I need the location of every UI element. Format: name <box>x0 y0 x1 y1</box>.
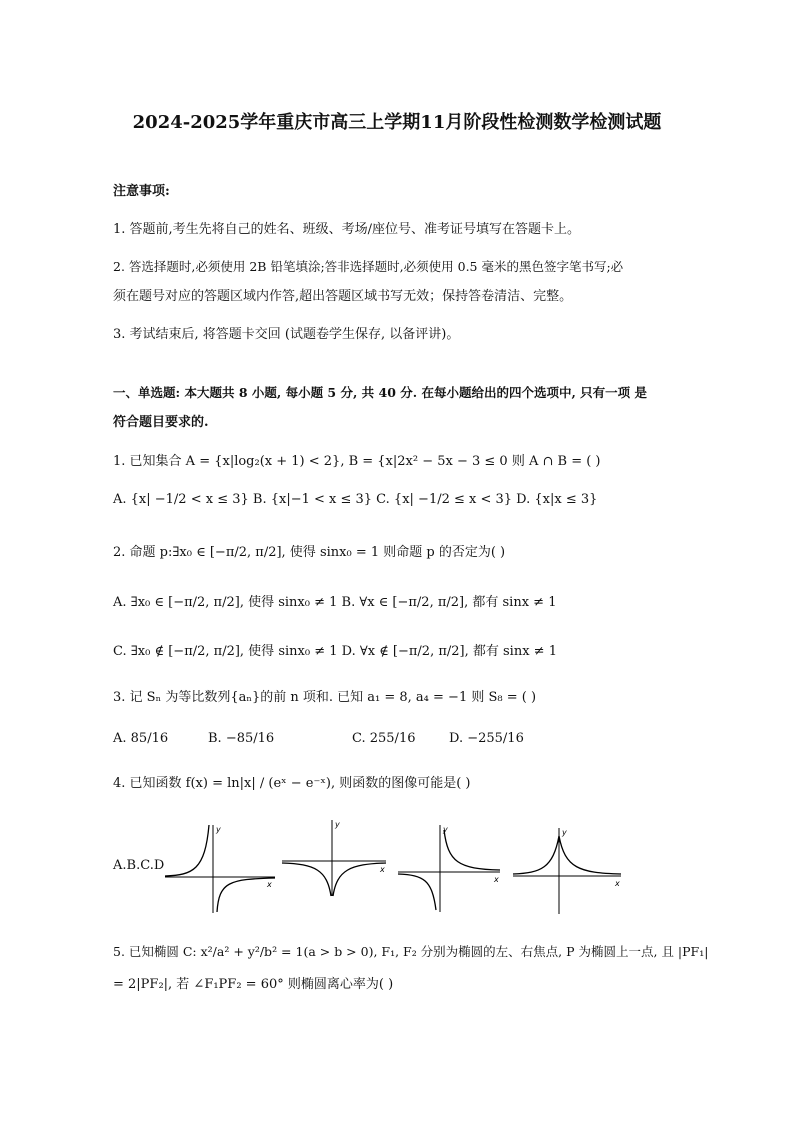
axis-x-label: x <box>615 879 620 888</box>
question-2-stem: 2. 命题 p:∃x₀ ∈ [−π/2, π/2], 使得 sinx₀ = 1 则命题 p 的否定为( ) <box>113 545 506 560</box>
question-3-stem: 3. 记 Sₙ 为等比数列{aₙ}的前 n 项和. 已知 a₁ = 8, a₄ = −1 则 S₈ = ( ) <box>113 690 537 705</box>
axis-y-label: y <box>562 828 567 837</box>
axis-y-label: y <box>443 825 448 834</box>
notice-item-1: 1. 答题前,考生先将自己的姓名、班级、考场/座位号、准考证号填写在答题卡上。 <box>113 222 581 237</box>
graph-option-d <box>511 824 627 916</box>
question-5-stem-line-2: = 2|PF₂|, 若 ∠F₁PF₂ = 60° 则椭圆离心率为( ) <box>113 977 394 992</box>
question-1-options: A. {x| −1/2 < x ≤ 3} B. {x|−1 < x ≤ 3} C. {x| −1/2 ≤ x < 3} D. {x|x ≤ 3} <box>113 492 598 507</box>
notice-heading: 注意事项: <box>113 184 170 199</box>
axis-x-label: x <box>267 880 272 889</box>
question-4-options-label: A.B.C.D <box>113 858 165 873</box>
graph-option-b <box>280 818 392 898</box>
notice-item-2-line-1: 2. 答选择题时,必须使用 2B 铅笔填涂;答非选择题时,必须使用 0.5 毫米的黑色签字笔书写;必 <box>113 259 624 274</box>
axis-x-label: x <box>380 865 385 874</box>
notice-item-3: 3. 考试结束后, 将答题卡交回 (试题卷学生保存, 以备评讲)。 <box>113 327 460 342</box>
graph-option-c <box>396 822 506 914</box>
axis-y-label: y <box>216 825 221 834</box>
graph-option-a <box>163 820 281 915</box>
question-2-options-cd: C. ∃x₀ ∉ [−π/2, π/2], 使得 sinx₀ ≠ 1 D. ∀x ∉ [−π/2, π/2], 都有 sinx ≠ 1 <box>113 644 557 659</box>
axis-y-label: y <box>335 820 340 829</box>
question-3-option-b: B. −85/16 <box>208 731 275 746</box>
question-5-stem-line-1: 5. 已知椭圆 C: x²/a² + y²/b² = 1(a > b > 0), F₁, F₂ 分别为椭圆的左、右焦点, P 为椭圆上一点, 且 |PF₁| <box>113 944 709 959</box>
section-heading-line-2: 符合题目要求的. <box>113 415 209 430</box>
question-3-option-c: C. 255/16 <box>352 731 416 746</box>
question-3-option-d: D. −255/16 <box>449 731 524 746</box>
question-2-options-ab: A. ∃x₀ ∈ [−π/2, π/2], 使得 sinx₀ ≠ 1 B. ∀x ∈ [−π/2, π/2], 都有 sinx ≠ 1 <box>113 595 557 610</box>
question-4-stem: 4. 已知函数 f(x) = ln|x| / (eˣ − e⁻ˣ), 则函数的图像可能是( ) <box>113 776 471 791</box>
page-title: 2024-2025学年重庆市高三上学期11月阶段性检测数学检测试题 <box>132 112 662 133</box>
notice-item-2-line-2: 须在题号对应的答题区域内作答,超出答题区域书写无效；保持答卷清洁、完整。 <box>113 289 573 304</box>
question-1-stem: 1. 已知集合 A = {x|log₂(x + 1) < 2}, B = {x|2x² − 5x − 3 ≤ 0 则 A ∩ B = ( ) <box>113 454 601 469</box>
question-3-option-a: A. 85/16 <box>113 731 169 746</box>
axis-x-label: x <box>494 875 499 884</box>
section-heading-line-1: 一、单选题: 本大题共 8 小题, 每小题 5 分, 共 40 分. 在每小题给出的四个选项中, 只有一项 是 <box>113 385 648 400</box>
